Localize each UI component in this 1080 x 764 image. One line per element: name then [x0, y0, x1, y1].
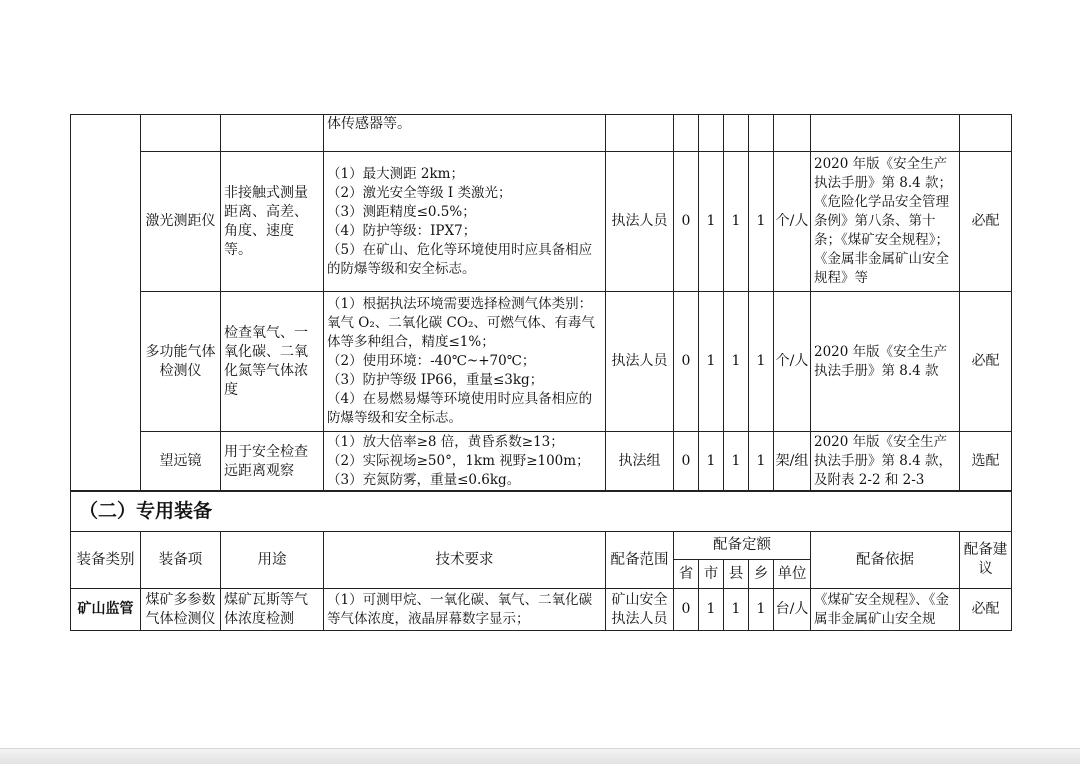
city-cell: 1: [699, 432, 724, 492]
header-basis: 配备依据: [811, 532, 960, 589]
header-city: 市: [699, 560, 724, 589]
county-cell: 1: [724, 432, 749, 492]
continuation-row: [71, 115, 1012, 152]
header-row: [71, 532, 1012, 560]
unit-cell: 架/组: [774, 432, 811, 492]
suggest-cell: 必配: [960, 589, 1012, 631]
header-province: 省: [674, 560, 699, 589]
use-cell: 用于安全检查远距离观察: [221, 432, 324, 492]
suggest-cell: 必配: [960, 152, 1012, 292]
header-unit: 单位: [774, 560, 811, 589]
township-cell: 1: [749, 432, 774, 492]
suggest-cell: 选配: [960, 432, 1012, 492]
item-cell: 望远镜: [141, 432, 221, 492]
province-cell: 0: [674, 589, 699, 631]
header-township: 乡: [749, 560, 774, 589]
township-cell: 1: [749, 152, 774, 292]
use-cell: 非接触式测量距离、高差、角度、速度等。: [221, 152, 324, 292]
category-cell: 矿山监管: [71, 589, 141, 631]
tech-cell: （1）放大倍率≥8 倍，黄昏系数≥13； （2）实际视场≥50°，1km 视野≥100m； （3）充氮防雾，重量≤0.6kg。: [324, 432, 606, 492]
county-cell: 1: [724, 589, 749, 631]
special-equipment-table: [70, 490, 1012, 631]
header-scope: 配备范围: [606, 532, 674, 589]
city-cell: 1: [699, 292, 724, 432]
tech-cell: （1）最大测距 2km； （2）激光安全等级 Ⅰ 类激光； （3）测距精度≤0.5%； （4）防护等级：IPX7； （5）在矿山、危化等环境使用时应具备相应的防爆等级和安全标志。: [324, 152, 606, 292]
scope-cell: 执法人员: [606, 292, 674, 432]
table-row: [71, 292, 1012, 432]
item-cell: 煤矿多参数气体检测仪: [141, 589, 221, 631]
table-row: [71, 589, 1012, 631]
scope-cell: 执法组: [606, 432, 674, 492]
table-row: [71, 152, 1012, 292]
use-cell: 检查氧气、一氧化碳、二氧化氮等气体浓度: [221, 292, 324, 432]
section-title: （二）专用装备: [71, 491, 1012, 532]
header-tech: 技术要求: [324, 532, 606, 589]
header-category: 装备类别: [71, 532, 141, 589]
header-item: 装备项: [141, 532, 221, 589]
unit-cell: 台/人: [774, 589, 811, 631]
basis-cell: 2020 年版《安全生产执法手册》第 8.4 款；《危险化学品安全管理条例》第八条、第十条；《煤矿安全规程》；《金属非金属矿山安全规程》等: [811, 152, 960, 292]
header-county: 县: [724, 560, 749, 589]
tech-cell: （1）根据执法环境需要选择检测气体类别：氧气 O₂、二氧化碳 CO₂、可燃气体、有毒气体等多种组合，精度≤1%； （2）使用环境：-40℃~+70℃； （3）防护等级 IP66，重量≤3kg； （4）在易燃易爆等环境使用时应具备相应的防爆等级和安全标志。: [324, 292, 606, 432]
unit-cell: 个/人: [774, 152, 811, 292]
township-cell: 1: [749, 292, 774, 432]
header-suggest: 配备建议: [960, 532, 1012, 589]
scope-cell: 执法人员: [606, 152, 674, 292]
county-cell: 1: [724, 152, 749, 292]
province-cell: 0: [674, 432, 699, 492]
township-cell: 1: [749, 589, 774, 631]
scope-cell: 矿山安全执法人员: [606, 589, 674, 631]
basis-cell: 2020 年版《安全生产执法手册》第 8.4 款: [811, 292, 960, 432]
header-use: 用途: [221, 532, 324, 589]
city-cell: 1: [699, 152, 724, 292]
basis-cell: 《煤矿安全规程》、《金属非金属矿山安全规: [811, 589, 960, 631]
table-row: [71, 432, 1012, 492]
item-cell: 激光测距仪: [141, 152, 221, 292]
header-quota: 配备定额: [674, 532, 811, 560]
unit-cell: 个/人: [774, 292, 811, 432]
page-bottom-edge: [0, 748, 1080, 764]
basis-cell: 2020 年版《安全生产执法手册》第 8.4 款，及附表 2-2 和 2-3: [811, 432, 960, 492]
city-cell: 1: [699, 589, 724, 631]
use-cell: 煤矿瓦斯等气体浓度检测: [221, 589, 324, 631]
category-cell-empty: [71, 115, 141, 492]
county-cell: 1: [724, 292, 749, 432]
province-cell: 0: [674, 152, 699, 292]
section-title-row: [71, 491, 1012, 532]
tech-cell: （1）可测甲烷、一氧化碳、氧气、二氧化碳等气体浓度，液晶屏幕数字显示；: [324, 589, 606, 631]
suggest-cell: 必配: [960, 292, 1012, 432]
tech-cell: 体传感器等。: [324, 115, 606, 152]
province-cell: 0: [674, 292, 699, 432]
equipment-table-continued: [70, 114, 1012, 492]
item-cell: 多功能气体检测仪: [141, 292, 221, 432]
